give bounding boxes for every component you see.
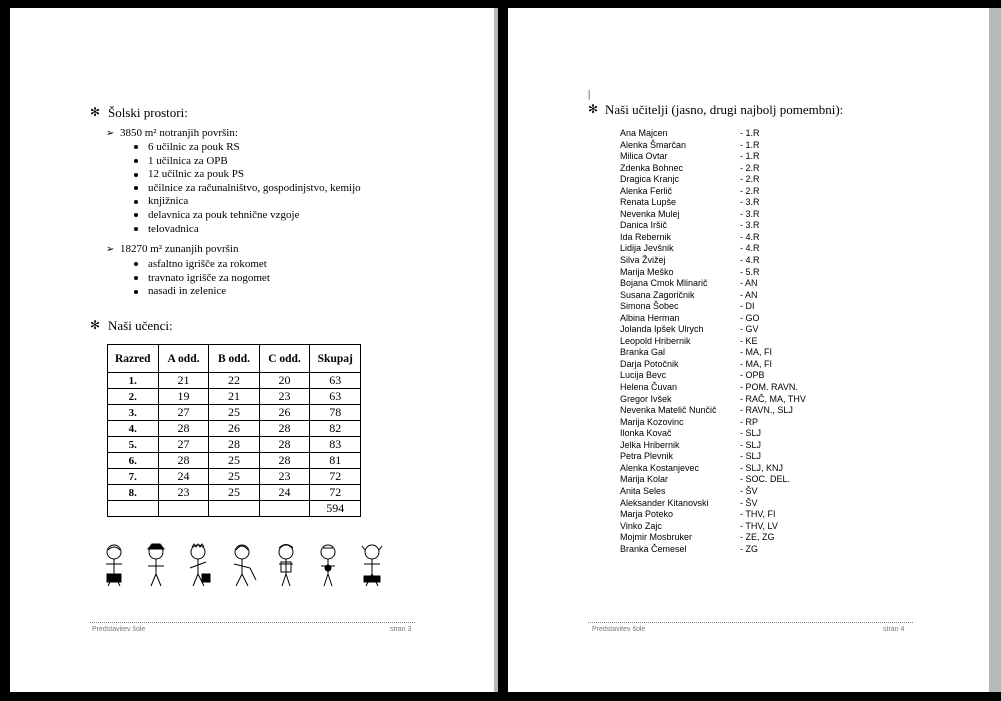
teacher-name: Lucija Bevc: [620, 370, 667, 381]
teacher-subject: - POM. RAVN.: [740, 382, 798, 393]
teacher-subject: - 1.R: [740, 139, 760, 150]
teacher-row: [620, 232, 820, 244]
table-header-cell: A odd.: [158, 345, 209, 373]
teacher-name: Marija Kolar: [620, 474, 669, 485]
footer-left-text: Predstavitev šole: [592, 626, 646, 633]
teacher-name: Helena Čuvan: [620, 382, 678, 393]
teacher-row: [620, 509, 820, 521]
list-item: [134, 195, 361, 209]
teacher-subject: - SLJ: [740, 451, 762, 462]
asterisk-bullet-icon: ✻: [90, 105, 101, 119]
table-row: [108, 389, 361, 405]
teacher-row: [620, 486, 820, 498]
list-item: [134, 141, 361, 155]
teacher-name: Alenka Šmarčan: [620, 139, 687, 150]
teacher-row: [620, 451, 820, 463]
teacher-subject: - AN: [740, 278, 758, 289]
teacher-subject: - SLJ: [740, 439, 762, 450]
table-cell: 3.: [108, 405, 159, 421]
list-item-text: 6 učilnic za pouk RS: [148, 141, 240, 153]
section-heading-students: Naši učenci:: [108, 318, 173, 333]
table-cell: 21: [209, 389, 259, 405]
table-cell: 24: [158, 469, 209, 485]
footer-left-text: Predstavitev šole: [92, 626, 146, 633]
table-cell: 26: [259, 405, 310, 421]
teacher-name: Albina Herman: [620, 312, 680, 323]
teacher-subject: - 1.R: [740, 128, 760, 138]
teacher-name: Darja Potočnik: [620, 358, 679, 369]
teacher-name: Bojana Cmok Mlinarič: [620, 278, 708, 289]
teacher-row: [620, 140, 820, 152]
table-cell: 2.: [108, 389, 159, 405]
document-page-right: [508, 8, 989, 692]
teacher-name: Ilonka Kovač: [620, 428, 672, 439]
table-cell: 25: [209, 405, 259, 421]
dot-bullet-icon: [134, 276, 138, 280]
teacher-subject: - 4.R: [740, 231, 760, 242]
table-cell: 72: [310, 469, 361, 485]
teacher-name: Simona Šobec: [620, 301, 679, 312]
teacher-subject: - 4.R: [740, 243, 760, 254]
teacher-subject: - SOC. DEL.: [740, 474, 791, 485]
teacher-subject: - 2.R: [740, 162, 760, 173]
table-cell: 1.: [108, 373, 159, 389]
table-cell: [108, 501, 159, 517]
teacher-name: Marija Kozovinc: [620, 416, 684, 427]
table-cell: 28: [259, 437, 310, 453]
table-cell: 7.: [108, 469, 159, 485]
table-header-cell: Razred: [108, 345, 159, 373]
teacher-name: Nevenka Mulej: [620, 208, 680, 219]
list-item-text: delavnica za pouk tehnične vzgoje: [148, 208, 300, 221]
teacher-subject: - 5.R: [740, 266, 760, 277]
teacher-subject: - 3.R: [740, 197, 760, 208]
dot-bullet-icon: [134, 159, 138, 163]
section-heading-teachers: Naši učitelji (jasno, drugi najbolj pomembni):: [605, 102, 844, 117]
teacher-subject: - OPB: [740, 370, 765, 381]
list-item: [134, 285, 270, 299]
footer-page-number: stran 4: [883, 626, 905, 633]
table-cell: 82: [310, 421, 361, 437]
teacher-name: Renata Lupše: [620, 197, 677, 208]
table-cell: 594: [310, 501, 361, 517]
teacher-row: [620, 394, 820, 406]
teacher-subject: - RAVN., SLJ: [740, 405, 793, 416]
footer-rule: [588, 622, 913, 623]
teacher-row: [620, 521, 820, 533]
table-cell: 28: [158, 453, 209, 469]
dot-bullet-icon: [134, 200, 138, 204]
table-cell: 22: [209, 373, 259, 389]
teacher-row: [620, 313, 820, 325]
list-item: [134, 223, 361, 237]
teacher-subject: - MA, FI: [740, 358, 772, 369]
teacher-name: Lidija Jevšnik: [620, 243, 674, 254]
document-page-left: [10, 8, 494, 692]
indoor-room-list: [134, 141, 361, 236]
teacher-name: Nevenka Matelič Nunčič: [620, 405, 717, 416]
teacher-subject: - 3.R: [740, 220, 760, 231]
teacher-name: Alenka Kostanjevec: [620, 462, 700, 473]
table-row: [108, 485, 361, 501]
teacher-subject: - ŠV: [740, 497, 758, 508]
dot-bullet-icon: [134, 290, 138, 294]
table-cell: 28: [259, 453, 310, 469]
table-row: [108, 469, 361, 485]
list-item-text: knjižnica: [148, 195, 189, 208]
table-row: [108, 373, 361, 389]
teacher-row: [620, 151, 820, 163]
table-cell: 28: [259, 421, 310, 437]
list-item-text: nasadi in zelenice: [148, 285, 227, 298]
table-header-cell: B odd.: [209, 345, 259, 373]
table-cell: 6.: [108, 453, 159, 469]
table-cell: 20: [259, 373, 310, 389]
teacher-row: [620, 163, 820, 175]
table-cell: 26: [209, 421, 259, 437]
teacher-row: [620, 405, 820, 417]
teacher-row: [620, 324, 820, 336]
section-heading-rooms: Šolski prostori:: [108, 105, 188, 120]
arrow-bullet-icon: ➢: [106, 128, 115, 139]
table-header-cell: Skupaj: [310, 345, 361, 373]
teacher-subject: - THV, LV: [740, 520, 778, 531]
dot-bullet-icon: [134, 173, 138, 177]
teacher-row: [620, 382, 820, 394]
table-cell: 78: [310, 405, 361, 421]
teacher-row: [620, 301, 820, 313]
list-item-text: 1 učilnica za OPB: [148, 154, 228, 167]
table-cell: 25: [209, 485, 259, 501]
teacher-name: Marija Meško: [620, 266, 674, 277]
table-cell: 23: [259, 469, 310, 485]
dot-bullet-icon: [134, 186, 138, 190]
list-item-text: asfaltno igrišče za rokomet: [148, 258, 267, 270]
table-cell: [209, 501, 259, 517]
table-row: [108, 437, 361, 453]
table-cell: 27: [158, 405, 209, 421]
list-item-text: 12 učilnic za pouk PS: [148, 168, 244, 181]
table-cell: 24: [259, 485, 310, 501]
teacher-subject: - SLJ: [740, 428, 762, 439]
footer-page-number: stran 3: [390, 626, 412, 633]
teacher-name: Zdenka Bohnec: [620, 162, 684, 173]
teacher-name: Aleksander Kitanovski: [620, 497, 709, 508]
table-cell: 81: [310, 453, 361, 469]
teacher-name: Milica Ovtar: [620, 151, 668, 162]
teacher-subject: - 1.R: [740, 151, 760, 162]
teacher-name: Silva Žvižej: [620, 255, 666, 266]
teacher-name: Anita Seles: [620, 485, 666, 496]
teacher-name: Susana Zagoričnik: [620, 289, 695, 300]
teacher-subject: - SLJ, KNJ: [740, 462, 784, 473]
teacher-list: [620, 128, 820, 555]
outdoor-area-list: [134, 258, 270, 299]
table-cell: 63: [310, 389, 361, 405]
teacher-subject: - 4.R: [740, 255, 760, 266]
teacher-row: [620, 544, 820, 556]
table-cell: 4.: [108, 421, 159, 437]
teacher-subject: - MA, FI: [740, 347, 772, 358]
teacher-subject: - THV, FI: [740, 509, 776, 520]
teacher-row: [620, 278, 820, 290]
teacher-subject: - DI: [740, 301, 755, 312]
teacher-subject: - 2.R: [740, 174, 760, 185]
table-cell: 23: [259, 389, 310, 405]
table-cell: 23: [158, 485, 209, 501]
asterisk-bullet-icon: ✻: [588, 102, 599, 116]
dot-bullet-icon: [134, 213, 138, 217]
teacher-row: [620, 267, 820, 279]
table-cell: 72: [310, 485, 361, 501]
table-cell: [158, 501, 209, 517]
teacher-name: Petra Plevnik: [620, 451, 674, 462]
table-cell: 83: [310, 437, 361, 453]
table-cell: 21: [158, 373, 209, 389]
teacher-name: Ana Majcen: [620, 128, 668, 138]
teacher-row: [620, 370, 820, 382]
indoor-area-label: 3850 m² notranjih površin:: [120, 127, 238, 139]
teacher-name: Alenka Ferlič: [620, 185, 673, 196]
dot-bullet-icon: [134, 227, 138, 231]
table-row: [108, 405, 361, 421]
table-cell: [259, 501, 310, 517]
list-item-text: travnato igrišče za nogomet: [148, 271, 270, 284]
teacher-subject: - 2.R: [740, 185, 760, 196]
teacher-name: Ida Rebernik: [620, 231, 672, 242]
teacher-name: Leopold Hribernik: [620, 335, 691, 346]
teacher-row: [620, 498, 820, 510]
teacher-subject: - AN: [740, 289, 758, 300]
teacher-subject: - RP: [740, 416, 758, 427]
list-item: [134, 258, 270, 272]
teacher-name: Jelka Hribernik: [620, 439, 680, 450]
teacher-row: [620, 474, 820, 486]
teacher-name: Branka Čemesel: [620, 543, 687, 554]
table-cell: 8.: [108, 485, 159, 501]
teacher-row: [620, 428, 820, 440]
children-cartoons: [96, 538, 396, 590]
table-row: [108, 421, 361, 437]
teacher-row: [620, 243, 820, 255]
teacher-row: [620, 174, 820, 186]
table-cell: 63: [310, 373, 361, 389]
teacher-name: Jolanda Ipšek Ulrych: [620, 324, 704, 335]
table-cell: 25: [209, 453, 259, 469]
table-cell: 5.: [108, 437, 159, 453]
table-cell: 28: [209, 437, 259, 453]
teacher-name: Branka Gal: [620, 347, 666, 358]
table-cell: 27: [158, 437, 209, 453]
list-item-text: učilnice za računalništvo, gospodinjstvo, kemijo: [148, 181, 361, 194]
teacher-row: [620, 290, 820, 302]
teacher-name: Vinko Zajc: [620, 520, 662, 531]
child-cartoon-icon: [106, 544, 382, 586]
teacher-subject: - ŠV: [740, 485, 758, 496]
teacher-row: [620, 440, 820, 452]
teacher-subject: - GO: [740, 312, 760, 323]
teacher-name: Gregor Ivšek: [620, 393, 672, 404]
teacher-row: [620, 463, 820, 475]
teacher-row: [620, 347, 820, 359]
dot-bullet-icon: [134, 262, 138, 266]
student-count-table: [107, 344, 361, 517]
table-header-row: [108, 345, 361, 373]
vertical-scrollbar[interactable]: [989, 8, 1001, 692]
teacher-subject: - ZG: [740, 543, 758, 554]
teacher-row: [620, 359, 820, 371]
outdoor-area-label: 18270 m² zunanjih površin: [120, 243, 239, 255]
list-item-text: telovadnica: [148, 222, 199, 235]
teacher-row: [620, 417, 820, 429]
teacher-row: [620, 209, 820, 221]
table-cell: 28: [158, 421, 209, 437]
table-cell: 19: [158, 389, 209, 405]
teacher-name: Dragica Kranjc: [620, 174, 680, 185]
table-header-cell: C odd.: [259, 345, 310, 373]
teacher-subject: - RAČ, MA, THV: [740, 393, 806, 404]
teacher-row: [620, 197, 820, 209]
teacher-name: Danica Iršič: [620, 220, 668, 231]
teacher-name: Mojmir Mosbruker: [620, 532, 693, 543]
dot-bullet-icon: [134, 145, 138, 149]
table-row: [108, 453, 361, 469]
arrow-bullet-icon: ➢: [106, 244, 115, 255]
teacher-name: Marja Poteko: [620, 509, 674, 520]
teacher-row: [620, 220, 820, 232]
list-item: [134, 272, 270, 286]
list-item: [134, 155, 361, 169]
teacher-subject: - KE: [740, 335, 758, 346]
asterisk-bullet-icon: ✻: [90, 318, 101, 332]
table-row: [108, 501, 361, 517]
teacher-row: [620, 255, 820, 267]
teacher-subject: - GV: [740, 324, 759, 335]
list-item: [134, 182, 361, 196]
table-cell: 25: [209, 469, 259, 485]
footer-rule: [90, 622, 415, 623]
list-item: [134, 168, 361, 182]
teacher-row: [620, 336, 820, 348]
teacher-row: [620, 532, 820, 544]
page-divider-strip: [494, 8, 498, 692]
teacher-subject: - 3.R: [740, 208, 760, 219]
text-cursor[interactable]: |: [588, 88, 591, 100]
list-item: [134, 209, 361, 223]
teacher-row: [620, 128, 820, 140]
teacher-row: [620, 186, 820, 198]
teacher-subject: - ZE, ZG: [740, 532, 775, 543]
